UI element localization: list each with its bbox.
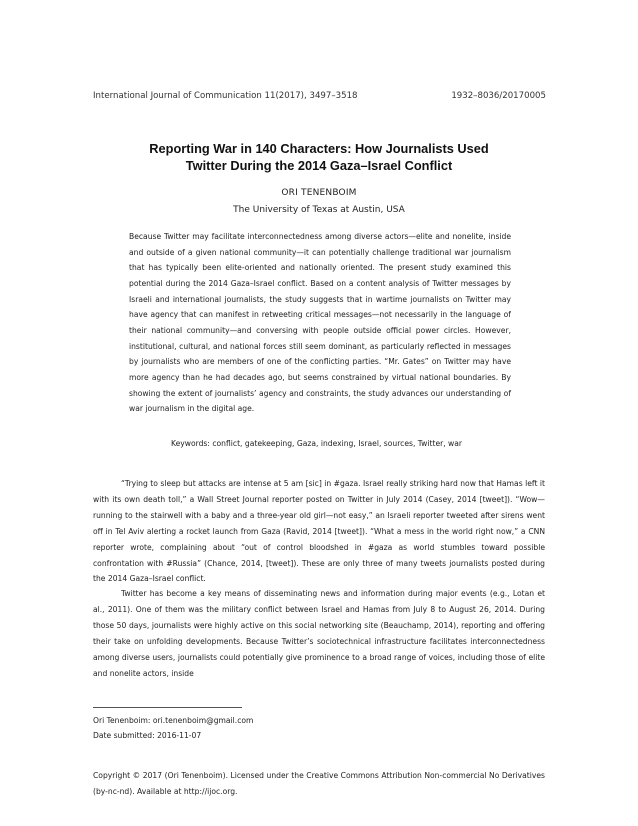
date-submitted: Date submitted: 2016-11-07 [93, 731, 202, 740]
running-header [93, 91, 546, 101]
author-affiliation: The University of Texas at Austin, USA [233, 205, 405, 215]
author-name: ORI TENENBOIM [281, 188, 357, 198]
copyright-notice: Copyright © 2017 (Ori Tenenboim). Licensed under the Creative Commons Attribution Non-commercial No Derivatives (by-nc-nd). Available at http://ijoc.org. [93, 771, 545, 796]
article-title [100, 140, 538, 174]
footnote-divider [93, 707, 242, 708]
issn: 1932–8036/20170005 [451, 91, 546, 101]
keywords: Keywords: conflict, gatekeeping, Gaza, indexing, Israel, sources, Twitter, war [171, 439, 463, 448]
title-line-2: Twitter During the 2014 Gaza–Israel Conflict [185, 158, 453, 173]
title-line-1: Reporting War in 140 Characters: How Journalists Used [149, 141, 489, 156]
abstract: Because Twitter may facilitate interconnectedness among diverse actors—elite and nonelite, inside and outside of a given national community—it can potentially challenge traditional war journalism that has typically been elite-oriented and nationally oriented. The present study examined this potential during the 2014 Gaza–Israel conflict. Based on a content analysis of Twitter messages by Israeli and international journalists, the study suggests that in wartime journalists on Twitter may have agency that can manifest in retweeting critical messages—not necessarily in the language of their national community—and conversing with people outside official power circles. However, institutional, cultural, and national forces still seem dominant, as particularly reflected in messages by journalists who are members of one of the conflicting parties. “Mr. Gates” on Twitter may have more agency than he had decades ago, but seems constrained by virtual national boundaries. By showing the extent of journalists’ agency and constraints, the study advances our understanding of war journalism in the digital age. [129, 232, 511, 414]
author-contact: Ori Tenenboim: ori.tenenboim@gmail.com [93, 716, 254, 725]
body-paragraph-2: Twitter has become a key means of disseminating news and information during major events (e.g., Lotan et al., 2011). One of them was the military conflict between Israel and Hamas from July 8 to August 26, 2014. During those 50 days, journalists were highly active on this social networking site (Beauchamp, 2014), reporting and offering their take on unfolding developments. Because Twitter’s sociotechnical infrastructure facilitates interconnectedness among diverse users, journalists could potentially give prominence to a broad range of voices, including those of elite and nonelite actors, inside [93, 589, 545, 678]
journal-citation: International Journal of Communication 11(2017), 3497–3518 [93, 91, 358, 101]
body-paragraph-1: “Trying to sleep but attacks are intense at 5 am [sic] in #gaza. Israel really striking hard now that Hamas left it with its own death toll,” a Wall Street Journal reporter posted on Twitter in July 2014 (Casey, 2014 [tweet]). “Wow—running to the stairwell with a baby and a three-year old girl—not easy,” an Israeli reporter tweeted after sirens went off in Tel Aviv alerting a rocket launch from Gaza (Ravid, 2014 [tweet]). “What a mess in the world right now,” a CNN reporter wrote, complaining about “out of control bloodshed in #gaza as world stumbles toward possible confrontation with #Russia” (Chance, 2014, [tweet]). These are only three of many tweets journalists posted during the 2014 Gaza–Israel conflict. [93, 479, 545, 584]
